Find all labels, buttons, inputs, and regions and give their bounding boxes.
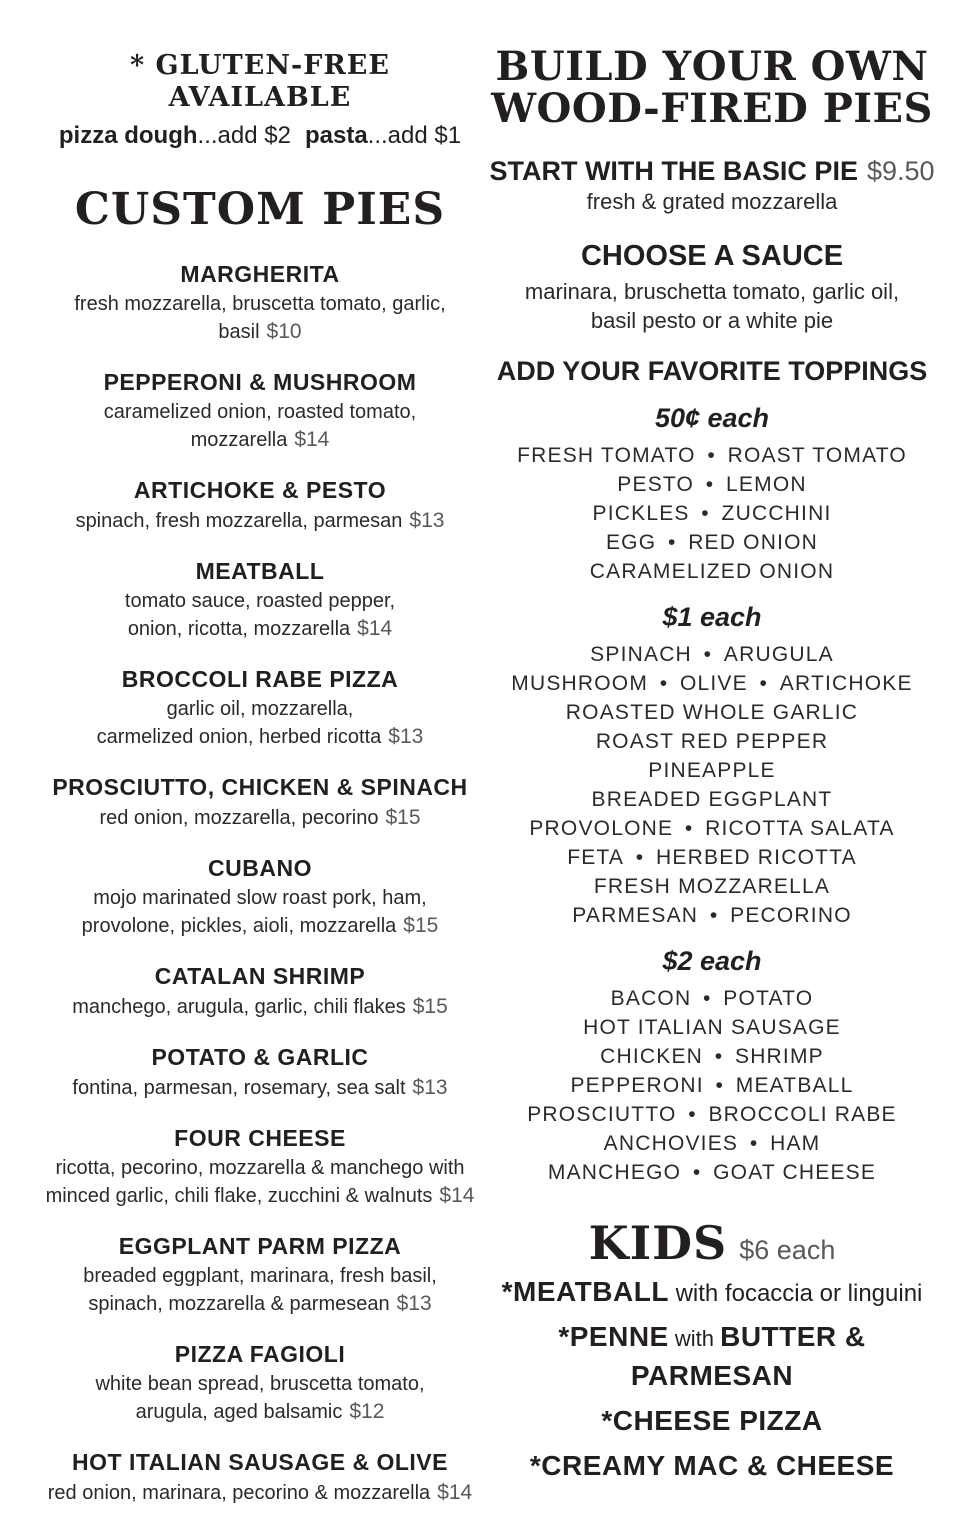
item-desc xyxy=(36,723,484,751)
item-desc xyxy=(36,291,484,346)
item-desc-text: minced garlic, chili flake, zucchini & walnuts xyxy=(45,1185,433,1207)
item-price: $14 xyxy=(437,1481,473,1504)
topping-line: SPINACH • ARUGULA xyxy=(590,643,834,666)
toppings-group-1-dollar xyxy=(484,601,940,930)
menu-item-hot-italian-sausage-olive xyxy=(36,1448,484,1507)
item-name: EGGPLANT PARM PIZZA xyxy=(118,1233,402,1259)
kids-item-penne xyxy=(484,1320,940,1398)
item-desc xyxy=(36,507,484,535)
byo-title-line2: WOOD-FIRED PIES xyxy=(491,85,933,132)
basic-pie-heading xyxy=(484,155,940,187)
item-desc xyxy=(36,993,484,1021)
right-column xyxy=(484,43,940,1488)
topping-line: MANCHEGO • GOAT CHEESE xyxy=(547,1161,877,1184)
basic-pie-price: $9.50 xyxy=(866,156,935,186)
item-desc xyxy=(36,615,484,643)
topping-line: MUSHROOM • OLIVE • ARTICHOKE xyxy=(511,672,913,695)
item-desc xyxy=(36,1182,484,1210)
topping-line: ROASTED WHOLE GARLIC xyxy=(565,701,859,724)
basic-pie-desc: fresh & grated mozzarella xyxy=(586,189,838,214)
item-desc-text: arugula, aged balsamic xyxy=(135,1401,343,1423)
sauce-block xyxy=(484,239,940,335)
menu-item-artichoke-pesto xyxy=(36,476,484,535)
item-name: CUBANO xyxy=(208,855,312,881)
kids-heading xyxy=(484,1217,940,1269)
item-price: $13 xyxy=(409,509,445,532)
toppings-group-2-dollar xyxy=(484,945,940,1187)
menu-item-meatball xyxy=(36,557,484,643)
item-name: BROCCOLI RABE PIZZA xyxy=(121,666,399,692)
item-desc xyxy=(36,912,484,940)
menu-item-potato-garlic xyxy=(36,1043,484,1102)
item-desc xyxy=(36,1290,484,1318)
item-price: $15 xyxy=(403,914,439,937)
kids-item-detail: with focaccia or linguini xyxy=(668,1280,923,1307)
topping-line: BREADED EGGPLANT xyxy=(591,788,833,811)
topping-line: PROVOLONE • RICOTTA SALATA xyxy=(529,817,895,840)
item-desc-text: fresh mozzarella, bruscetta tomato, garlic, basil xyxy=(74,293,446,343)
item-name: FOUR CHEESE xyxy=(174,1125,346,1151)
basic-pie-block xyxy=(484,155,940,216)
custom-pies-title: CUSTOM PIES xyxy=(74,184,446,235)
topping-line: PESTO • LEMON xyxy=(617,473,807,496)
menu-item-broccoli-rabe xyxy=(36,665,484,751)
menu-item-four-cheese xyxy=(36,1124,484,1210)
item-name: PROSCIUTTO, CHICKEN & SPINACH xyxy=(52,774,468,800)
kids-item-name: *MEATBALL xyxy=(501,1276,669,1307)
item-desc-text: onion, ricotta, mozzarella xyxy=(127,618,351,640)
item-price: $14 xyxy=(439,1184,475,1207)
menu-item-prosciutto-chicken-spinach xyxy=(36,773,484,832)
note-pasta-label: pasta xyxy=(304,122,368,149)
topping-line: PARMESAN • PECORINO xyxy=(572,904,852,927)
item-desc xyxy=(36,1074,484,1102)
gluten-free-note-detail xyxy=(36,121,484,151)
item-desc xyxy=(36,399,484,454)
item-name: HOT ITALIAN SAUSAGE & OLIVE xyxy=(72,1449,448,1475)
toppings-group-50c xyxy=(484,402,940,586)
kids-item-name: *CHEESE PIZZA xyxy=(601,1405,823,1436)
kids-item-mac-cheese xyxy=(484,1449,940,1488)
item-price: $13 xyxy=(412,1076,448,1099)
item-name: POTATO & GARLIC xyxy=(151,1044,369,1070)
toppings-group-price: 50¢ each xyxy=(654,403,770,433)
topping-line: ROAST RED PEPPER xyxy=(595,730,829,753)
item-desc: mojo marinated slow roast pork, ham, xyxy=(93,887,427,909)
menu-item-cubano xyxy=(36,854,484,940)
item-desc xyxy=(36,804,484,832)
topping-line: PEPPERONI • MEATBALL xyxy=(570,1074,854,1097)
topping-line: FRESH MOZZARELLA xyxy=(593,875,831,898)
item-desc: white bean spread, bruscetta tomato, xyxy=(95,1373,425,1395)
item-price: $10 xyxy=(266,320,302,343)
item-desc xyxy=(36,1479,484,1507)
item-desc: garlic oil, mozzarella, xyxy=(166,698,354,720)
kids-section xyxy=(484,1217,940,1488)
item-price: $14 xyxy=(294,428,330,451)
item-price: $15 xyxy=(385,806,421,829)
item-name: ARTICHOKE & PESTO xyxy=(133,477,387,503)
toppings-group-price: $1 each xyxy=(662,602,762,632)
topping-line: BACON • POTATO xyxy=(610,987,814,1010)
item-desc-text: spinach, mozzarella & parmesean xyxy=(88,1293,390,1315)
topping-line: FRESH TOMATO • ROAST TOMATO xyxy=(517,444,907,467)
item-desc-text: caramelized onion, roasted tomato, mozzarella xyxy=(103,401,417,451)
note-pizza-dough-price: ...add $2 xyxy=(197,122,291,149)
left-column xyxy=(36,50,484,1529)
topping-line: FETA • HERBED RICOTTA xyxy=(567,846,857,869)
item-desc-text: red onion, marinara, pecorino & mozzarella xyxy=(47,1482,431,1504)
sauce-options-line: marinara, bruschetta tomato, garlic oil, xyxy=(524,279,900,304)
menu-item-pepperoni-mushroom xyxy=(36,368,484,454)
item-desc xyxy=(36,1398,484,1426)
note-pizza-dough-label: pizza dough xyxy=(58,122,198,149)
item-name: MARGHERITA xyxy=(180,261,340,287)
item-desc: tomato sauce, roasted pepper, xyxy=(124,590,396,612)
kids-item-connector: with xyxy=(668,1326,721,1351)
item-desc: breaded eggplant, marinara, fresh basil, xyxy=(83,1265,437,1287)
item-name: CATALAN SHRIMP xyxy=(154,963,366,989)
menu-item-eggplant-parm xyxy=(36,1232,484,1318)
topping-line: PINEAPPLE xyxy=(648,759,776,782)
menu-item-catalan-shrimp xyxy=(36,962,484,1021)
byo-title-line1: BUILD YOUR OWN xyxy=(495,43,929,90)
item-desc-text: red onion, mozzarella, pecorino xyxy=(99,807,379,829)
item-price: $15 xyxy=(412,995,448,1018)
sauce-title: CHOOSE A SAUCE xyxy=(580,240,844,272)
toppings-title: ADD YOUR FAVORITE TOPPINGS xyxy=(496,356,928,386)
item-price: $13 xyxy=(396,1292,432,1315)
topping-line: PICKLES • ZUCCHINI xyxy=(592,502,832,525)
toppings-group-price: $2 each xyxy=(662,946,762,976)
kids-item-name: *PENNE xyxy=(558,1321,669,1352)
menu-item-pizza-fagioli xyxy=(36,1340,484,1426)
item-price: $13 xyxy=(388,725,424,748)
kids-title: KIDS xyxy=(588,1216,728,1270)
topping-line: HOT ITALIAN SAUSAGE xyxy=(583,1016,841,1039)
item-name: MEATBALL xyxy=(195,558,325,584)
menu-item-margherita xyxy=(36,260,484,346)
topping-line: CARAMELIZED ONION xyxy=(589,560,835,583)
item-name: PIZZA FAGIOLI xyxy=(174,1341,346,1367)
item-price: $14 xyxy=(357,617,393,640)
kids-item-name: *CREAMY MAC & CHEESE xyxy=(529,1450,895,1481)
sauce-options-line: basil pesto or a white pie xyxy=(590,308,834,333)
kids-item-name: BUTTER & PARMESAN xyxy=(630,1321,866,1391)
kids-price: $6 each xyxy=(739,1235,836,1265)
kids-item-cheese-pizza xyxy=(484,1404,940,1443)
item-desc-text: manchego, arugula, garlic, chili flakes xyxy=(72,996,406,1018)
item-name: PEPPERONI & MUSHROOM xyxy=(103,369,417,395)
basic-pie-label: START WITH THE BASIC PIE xyxy=(489,156,858,186)
item-desc-text: fontina, parmesan, rosemary, sea salt xyxy=(72,1077,406,1099)
kids-item-meatball xyxy=(484,1275,940,1314)
note-pasta-price: ...add $1 xyxy=(367,122,462,149)
topping-line: CHICKEN • SHRIMP xyxy=(600,1045,824,1068)
item-price: $12 xyxy=(349,1400,385,1423)
item-desc-text: carmelized onion, herbed ricotta xyxy=(96,726,382,748)
item-desc: ricotta, pecorino, mozzarella & manchego with xyxy=(55,1157,465,1179)
topping-line: EGG • RED ONION xyxy=(605,531,819,554)
topping-line: PROSCIUTTO • BROCCOLI RABE xyxy=(527,1103,897,1126)
topping-line: ANCHOVIES • HAM xyxy=(603,1132,821,1155)
item-desc-text: provolone, pickles, aioli, mozzarella xyxy=(81,915,397,937)
gluten-free-note-title: * GLUTEN-FREE AVAILABLE xyxy=(130,50,390,113)
item-desc-text: spinach, fresh mozzarella, parmesan xyxy=(75,510,403,532)
